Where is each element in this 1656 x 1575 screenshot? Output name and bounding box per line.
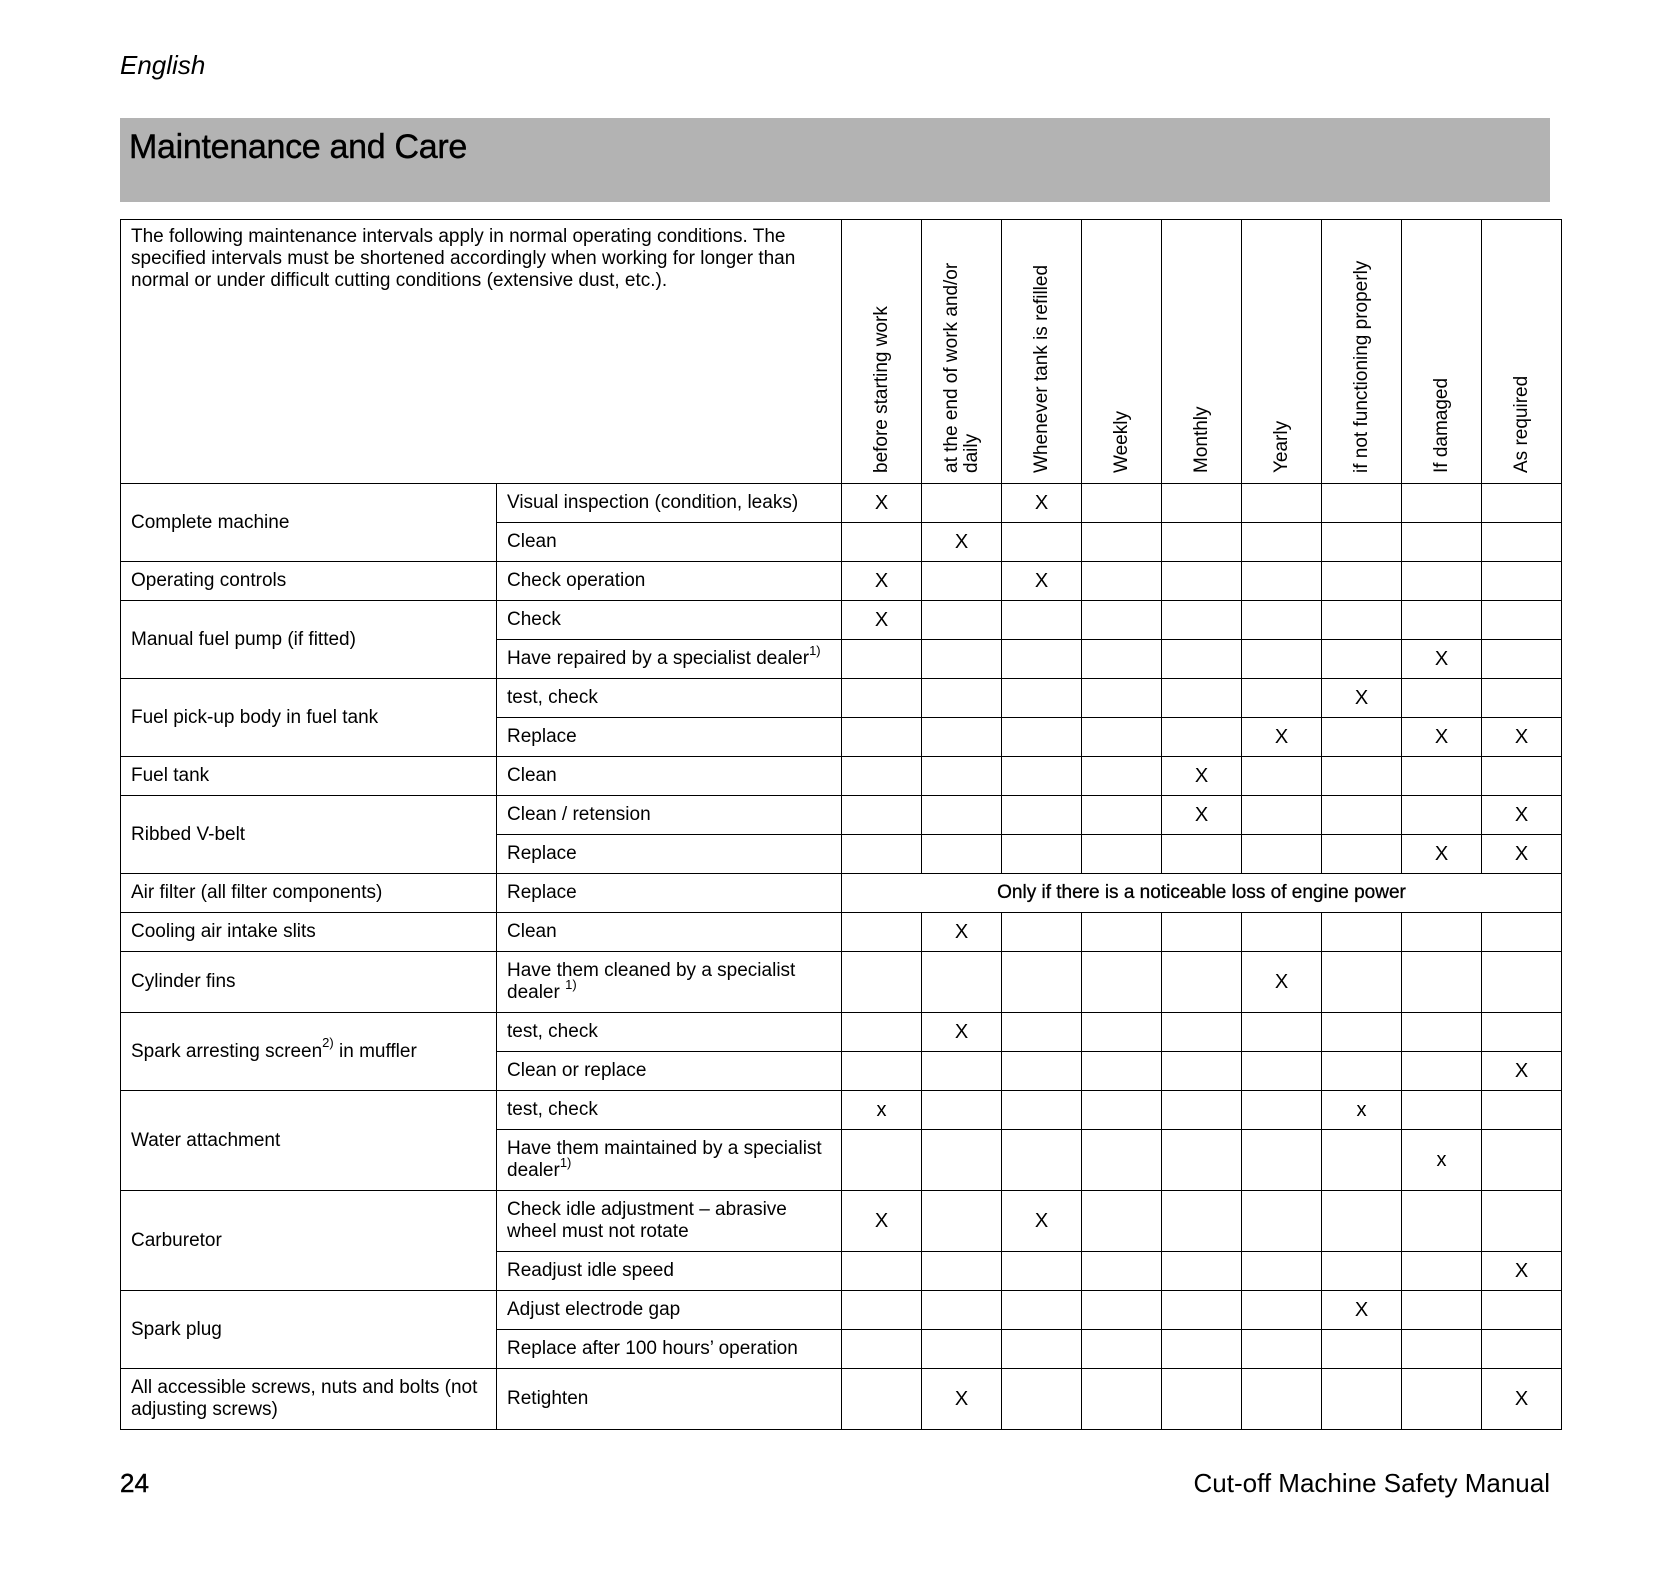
footnote-ref: 1) xyxy=(559,1154,572,1170)
item-label: Spark plug xyxy=(121,1291,497,1369)
column-header xyxy=(1082,220,1162,484)
column-label: If damaged xyxy=(1430,377,1452,473)
language-label: English xyxy=(120,50,206,80)
table-row xyxy=(121,1291,1562,1330)
interval-mark: x xyxy=(1402,1130,1482,1191)
task-label: Clean or replace xyxy=(497,1052,842,1091)
item-label: All accessible screws, nuts and bolts (not adjusting screws) xyxy=(121,1369,497,1430)
maintenance-table xyxy=(120,219,1562,1430)
interval-mark: X xyxy=(1482,718,1562,757)
task-label: Have them cleaned by a specialist dealer $^{1)}$ xyxy=(497,952,842,1013)
table-row xyxy=(121,796,1562,835)
section-banner xyxy=(120,118,1550,202)
interval-mark: X xyxy=(1242,718,1322,757)
section-title: Maintenance and Care xyxy=(129,128,468,166)
item-label: Complete machine xyxy=(121,484,497,562)
column-label: at the end of work and/or daily xyxy=(940,262,982,473)
task-label: test, check xyxy=(497,1091,842,1130)
table-row xyxy=(121,562,1562,601)
interval-mark: X xyxy=(1002,484,1082,523)
interval-mark: X xyxy=(1002,562,1082,601)
interval-mark: X xyxy=(1402,718,1482,757)
task-label: test, check xyxy=(497,679,842,718)
column-label: if not functioning properly xyxy=(1350,260,1372,473)
table-row xyxy=(121,1191,1562,1252)
task-label: Replace xyxy=(497,718,842,757)
interval-mark: X xyxy=(1482,796,1562,835)
task-label: Clean xyxy=(497,523,842,562)
task-label: Adjust electrode gap xyxy=(497,1291,842,1330)
task-label: Clean / retension xyxy=(497,796,842,835)
interval-mark: X xyxy=(1402,835,1482,874)
task-label: test, check xyxy=(497,1013,842,1052)
interval-mark: X xyxy=(842,562,922,601)
column-header xyxy=(1162,220,1242,484)
column-label: As required xyxy=(1510,375,1532,473)
column-label: Yearly xyxy=(1270,420,1292,473)
interval-mark: X xyxy=(1162,796,1242,835)
interval-mark: X xyxy=(842,484,922,523)
column-label: before starting work xyxy=(870,306,892,473)
item-label: Carburetor xyxy=(121,1191,497,1291)
interval-mark: X xyxy=(922,1013,1002,1052)
table-row xyxy=(121,952,1562,1013)
intro-text: The following maintenance intervals apply in normal operating conditions. The specified intervals must be shortened accordingly when working for longer than normal or under difficult cutting conditions (extensive dust, etc.). xyxy=(121,220,842,484)
column-header xyxy=(842,220,922,484)
column-label: Monthly xyxy=(1190,406,1212,473)
item-label: Ribbed V-belt xyxy=(121,796,497,874)
task-label: Check idle adjustment – abrasive wheel must not rotate xyxy=(497,1191,842,1252)
air-filter-note: Only if there is a noticeable loss of engine power xyxy=(842,874,1562,913)
interval-mark: X xyxy=(922,913,1002,952)
item-label: Spark arresting screen$^{2)}$ in muffler xyxy=(121,1013,497,1091)
footnote-ref: 2) xyxy=(322,1035,334,1051)
interval-mark: X xyxy=(1402,640,1482,679)
item-label: Manual fuel pump (if fitted) xyxy=(121,601,497,679)
interval-mark: X xyxy=(842,601,922,640)
interval-mark: X xyxy=(842,1191,922,1252)
column-header xyxy=(1482,220,1562,484)
task-label: Retighten xyxy=(497,1369,842,1430)
task-label: Have them maintained by a specialist dealer$^{1)}$ xyxy=(497,1130,842,1191)
column-header xyxy=(922,220,1002,484)
task-label: Clean xyxy=(497,913,842,952)
interval-mark: X xyxy=(1002,1191,1082,1252)
column-header xyxy=(1322,220,1402,484)
column-header xyxy=(1402,220,1482,484)
interval-mark: X xyxy=(1482,1369,1562,1430)
table-row xyxy=(121,757,1562,796)
interval-mark: X xyxy=(922,1369,1002,1430)
column-header xyxy=(1002,220,1082,484)
item-label: Cylinder fins xyxy=(121,952,497,1013)
column-header xyxy=(1242,220,1322,484)
interval-mark: x xyxy=(1322,1091,1402,1130)
item-label: Air filter (all filter components) xyxy=(121,874,497,913)
task-label: Have repaired by a specialist dealer$^{1)}$ xyxy=(497,640,842,679)
interval-mark: X xyxy=(1482,1252,1562,1291)
interval-mark: X xyxy=(922,523,1002,562)
task-label: Replace after 100 hours’ operation xyxy=(497,1330,842,1369)
table-row xyxy=(121,679,1562,718)
task-label: Readjust idle speed xyxy=(497,1252,842,1291)
item-label: Cooling air intake slits xyxy=(121,913,497,952)
task-label: Replace xyxy=(497,835,842,874)
footnote-ref: 1) xyxy=(809,642,821,658)
task-label: Check xyxy=(497,601,842,640)
interval-mark: x xyxy=(842,1091,922,1130)
table-row xyxy=(121,601,1562,640)
interval-mark: X xyxy=(1322,1291,1402,1330)
column-label: Whenever tank is refilled xyxy=(1030,264,1052,473)
column-label: Weekly xyxy=(1110,411,1132,473)
header-row xyxy=(121,220,1562,484)
item-label: Fuel pick-up body in fuel tank xyxy=(121,679,497,757)
item-label: Fuel tank xyxy=(121,757,497,796)
page-number: 24 xyxy=(120,1468,149,1498)
manual-title: Cut-off Machine Safety Manual xyxy=(1193,1468,1550,1498)
item-label: Operating controls xyxy=(121,562,497,601)
task-label: Clean xyxy=(497,757,842,796)
task-label: Visual inspection (condition, leaks) xyxy=(497,484,842,523)
item-label: Water attachment xyxy=(121,1091,497,1191)
table-row xyxy=(121,484,1562,523)
task-label: Check operation xyxy=(497,562,842,601)
footnote-ref: 1) xyxy=(565,976,577,992)
table-row xyxy=(121,1369,1562,1430)
interval-mark: X xyxy=(1322,679,1402,718)
table-row xyxy=(121,1013,1562,1052)
table-row xyxy=(121,913,1562,952)
table-row xyxy=(121,874,1562,913)
interval-mark: X xyxy=(1482,835,1562,874)
interval-mark: X xyxy=(1242,952,1322,1013)
interval-mark: X xyxy=(1482,1052,1562,1091)
task-label: Replace xyxy=(497,874,842,913)
table-row xyxy=(121,1091,1562,1130)
interval-mark: X xyxy=(1162,757,1242,796)
